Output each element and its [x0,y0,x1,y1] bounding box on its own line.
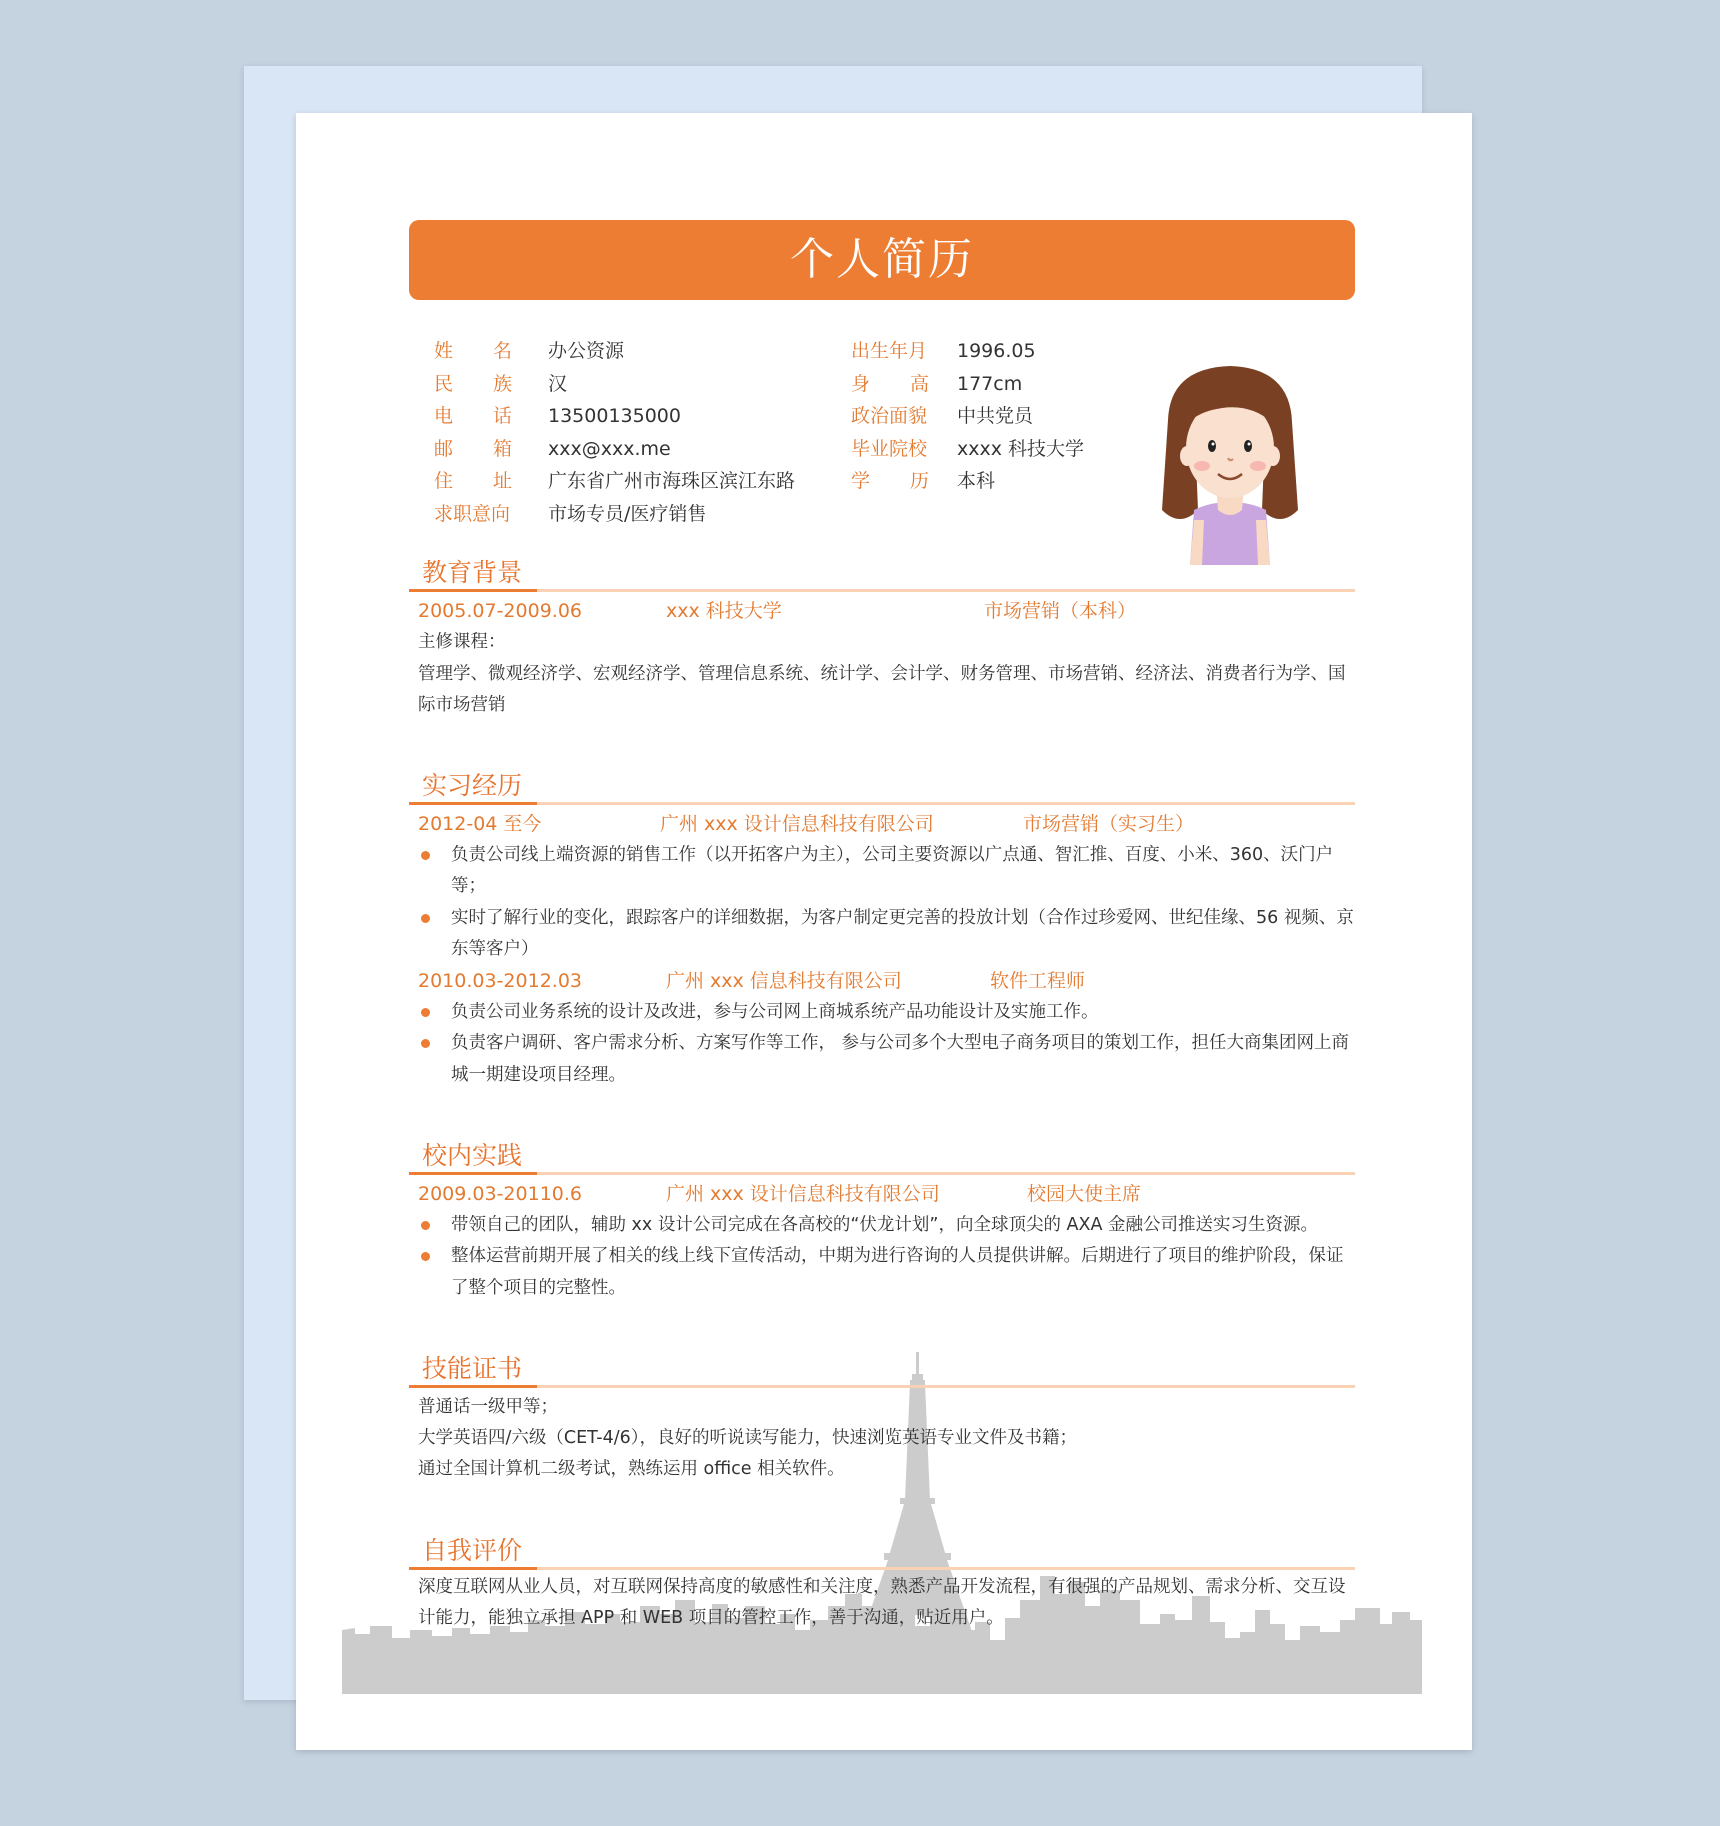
info-value: xxxx 科技大学 [957,437,1085,460]
info-label: 求职意向 [434,502,511,525]
info-label: 住 址 [434,470,512,493]
info-label: 政治面貌 [851,405,928,428]
education-period: 2005.07-2009.06 [418,600,582,622]
internship-entry-head [418,809,1348,839]
info-row-political [851,400,1084,433]
info-row-address [434,465,795,498]
info-row-name [434,335,795,368]
education-school: xxx 科技大学 [666,600,782,622]
info-value: 中共党员 [957,405,1034,428]
list-item: 负责公司线上端资源的销售工作（以开拓客户为主），公司主要资源以广点通、智汇推、百度、小米、360、沃门户等； [418,840,1354,903]
info-row-height [851,368,1084,401]
campus-role: 校园大使主席 [1027,1183,1142,1205]
avatar-girl-illustration [1150,360,1310,565]
job-entry-head [418,966,1348,996]
info-row-birth [851,335,1084,368]
info-value: 办公资源 [548,340,625,362]
list-item: 负责公司业务系统的设计及改进，参与公司网上商城系统产品功能设计及实施工作。 [418,997,1354,1028]
info-label: 学 历 [851,470,929,493]
info-label: 身 高 [851,372,929,395]
info-value: 本科 [957,470,996,493]
section-title-internship: 实习经历 [422,771,523,800]
info-row-school [851,433,1084,466]
resume-title-banner: 个人简历 [409,220,1355,300]
self-eval-text: 深度互联网从业人员，对互联网保持高度的敏感性和关注度，熟悉产品开发流程，有很强的产品规划、需求分析、交互设计能力，能独立承担 APP 和 WEB 项目的管控工作，善于沟通，贴近用户。 [418,1577,1346,1629]
skill-line: 普通话一级甲等； [418,1397,558,1417]
info-row-degree [851,465,1084,498]
personal-info-left [434,335,795,531]
info-label: 毕业院校 [851,437,928,460]
internship-role: 市场营销（实习生） [1023,813,1195,835]
info-label: 出生年月 [851,340,928,362]
campus-period: 2009.03-20110.6 [418,1183,582,1205]
section-divider [409,1385,1355,1388]
info-row-email [434,433,795,466]
job-role: 软件工程师 [990,970,1086,992]
campus-entry-head [418,1179,1348,1209]
skill-line: 大学英语四/六级（CET-4/6），良好的听说读写能力，快速浏览英语专业文件及书籍； [418,1428,1077,1448]
info-value: 1996.05 [957,340,1036,362]
section-divider [409,589,1355,592]
list-item: 实时了解行业的变化，跟踪客户的详细数据，为客户制定更完善的投放计划（合作过珍爱网、世纪佳缘、56 视频、京东等客户） [418,903,1354,966]
section-divider [409,802,1355,805]
info-label: 姓 名 [434,340,512,362]
section-title-campus: 校内实践 [422,1141,523,1170]
info-row-ethnicity [434,368,795,401]
job-bullets [418,997,1354,1091]
list-item: 带领自己的团队，辅助 xx 设计公司完成在各高校的“伏龙计划”，向全球顶尖的 AXA 金融公司推送实习生资源。 [418,1210,1354,1241]
education-entry-head [418,596,1348,626]
info-label: 邮 箱 [434,437,512,460]
section-title-self-eval: 自我评价 [422,1536,523,1565]
job-period: 2010.03-2012.03 [418,970,582,992]
info-label: 电 话 [434,405,512,428]
internship-period: 2012-04 至今 [418,813,542,835]
info-value: 13500135000 [548,405,681,428]
info-value: 市场专员/医疗销售 [548,502,707,525]
job-company: 广州 xxx 信息科技有限公司 [666,970,902,992]
section-divider [409,1172,1355,1175]
courses-label: 主修课程： [418,632,506,652]
personal-info-right [851,335,1084,498]
info-value: 广东省广州市海珠区滨江东路 [548,470,796,493]
campus-org: 广州 xxx 设计信息科技有限公司 [666,1183,940,1205]
info-value: 177cm [957,372,1023,395]
skill-line: 通过全国计算机二级考试，熟练运用 office 相关软件。 [418,1459,845,1479]
section-title-education: 教育背景 [422,558,523,587]
section-title-skills: 技能证书 [422,1354,523,1383]
info-row-objective [434,498,795,531]
education-major: 市场营销（本科） [984,600,1137,622]
list-item: 负责客户调研、客户需求分析、方案写作等工作， 参与公司多个大型电子商务项目的策划工作，担任大商集团网上商城一期建设项目经理。 [418,1028,1354,1091]
info-label: 民 族 [434,372,512,395]
list-item: 整体运营前期开展了相关的线上线下宣传活动，中期为进行咨询的人员提供讲解。后期进行了项目的维护阶段，保证了整个项目的完整性。 [418,1241,1354,1304]
section-divider [409,1567,1355,1570]
campus-bullets [418,1210,1354,1304]
info-value: 汉 [548,372,568,395]
internship-bullets [418,840,1354,965]
info-row-phone [434,400,795,433]
internship-company: 广州 xxx 设计信息科技有限公司 [660,813,934,835]
info-value: xxx@xxx.me [548,437,671,460]
courses-list: 管理学、微观经济学、宏观经济学、管理信息系统、统计学、会计学、财务管理、市场营销、经济法、消费者行为学、国际市场营销 [418,664,1346,716]
